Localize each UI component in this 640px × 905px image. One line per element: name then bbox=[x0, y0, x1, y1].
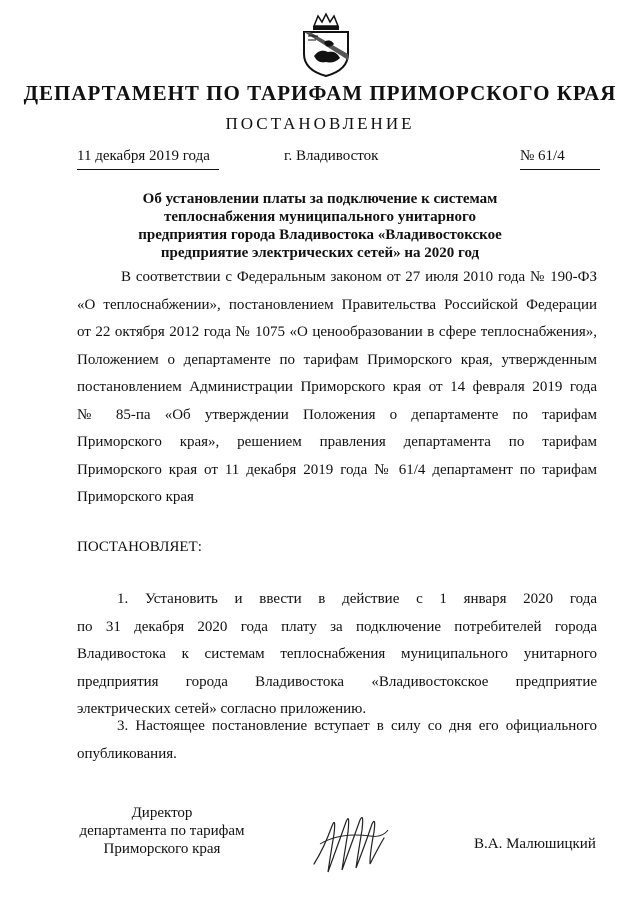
preamble-paragraph bbox=[77, 264, 597, 512]
department-name: ДЕПАРТАМЕНТ ПО ТАРИФАМ ПРИМОРСКОГО КРАЯ bbox=[23, 81, 617, 105]
signer-line: Приморского края bbox=[103, 841, 221, 857]
decree-word: ПОСТАНОВЛЯЕТ: bbox=[77, 539, 202, 555]
title-line: предприятие электрических сетей» на 2020 год bbox=[160, 245, 480, 261]
text-line: Положением о департаменте по тарифам Приморского края, утвержденным bbox=[77, 351, 597, 368]
text-line: электрических сетей» согласно приложению. bbox=[77, 701, 367, 717]
text-line: В соответствии с Федеральным законом от 27 июля 2010 года № 190-ФЗ bbox=[121, 269, 597, 285]
text-line: 1. Установить и ввести в действие с 1 января 2020 года bbox=[117, 591, 597, 607]
signer-name: В.А. Малюшицкий bbox=[474, 836, 596, 852]
text-line: предприятия города Владивостока «Владивостокское предприятие bbox=[77, 673, 597, 690]
document-type: ПОСТАНОВЛЕНИЕ bbox=[225, 114, 415, 133]
date-underline bbox=[77, 169, 219, 170]
document-city: г. Владивосток bbox=[284, 148, 379, 164]
text-line: № 85-па «Об утверждении Положения о департаменте по тарифам bbox=[77, 406, 597, 423]
title-line: предприятия города Владивостока «Владивостокское bbox=[138, 227, 502, 243]
document-title bbox=[120, 190, 520, 262]
coat-of-arms-icon bbox=[296, 12, 356, 78]
signer-line: Директор bbox=[131, 805, 193, 821]
item-3-paragraph bbox=[77, 713, 597, 768]
signer-position bbox=[77, 804, 247, 858]
text-line: Приморского края от 11 декабря 2019 года № 61/4 департамент по тарифам bbox=[77, 461, 597, 478]
document-number: № 61/4 bbox=[520, 148, 565, 164]
text-line: 3. Настоящее постановление вступает в силу со дня его официального bbox=[117, 718, 597, 734]
text-line: «О теплоснабжении», постановлением Правительства Российской Федерации bbox=[77, 296, 597, 313]
text-line: Приморского края», решением правления департамента по тарифам bbox=[77, 434, 597, 450]
text-line: опубликования. bbox=[77, 745, 177, 762]
signer-line: департамента по тарифам bbox=[79, 823, 245, 839]
document-date: 11 декабря 2019 года bbox=[77, 148, 210, 164]
item-1-paragraph bbox=[77, 586, 597, 724]
text-line: от 22 октября 2012 года № 1075 «О ценообразовании в сфере теплоснабжения», bbox=[77, 324, 597, 340]
text-line: постановлением Администрации Приморского края от 14 февраля 2019 года bbox=[77, 379, 597, 395]
text-line: Владивостока к системам теплоснабжения муниципального унитарного bbox=[77, 646, 597, 662]
title-line: теплоснабжения муниципального унитарного bbox=[164, 209, 476, 225]
handwritten-signature-icon bbox=[310, 808, 390, 878]
text-line: по 31 декабря 2020 года плату за подключение потребителей города bbox=[77, 618, 597, 635]
text-line: Приморского края bbox=[77, 489, 194, 505]
title-line: Об установлении платы за подключение к системам bbox=[142, 191, 498, 207]
number-underline bbox=[520, 169, 600, 170]
